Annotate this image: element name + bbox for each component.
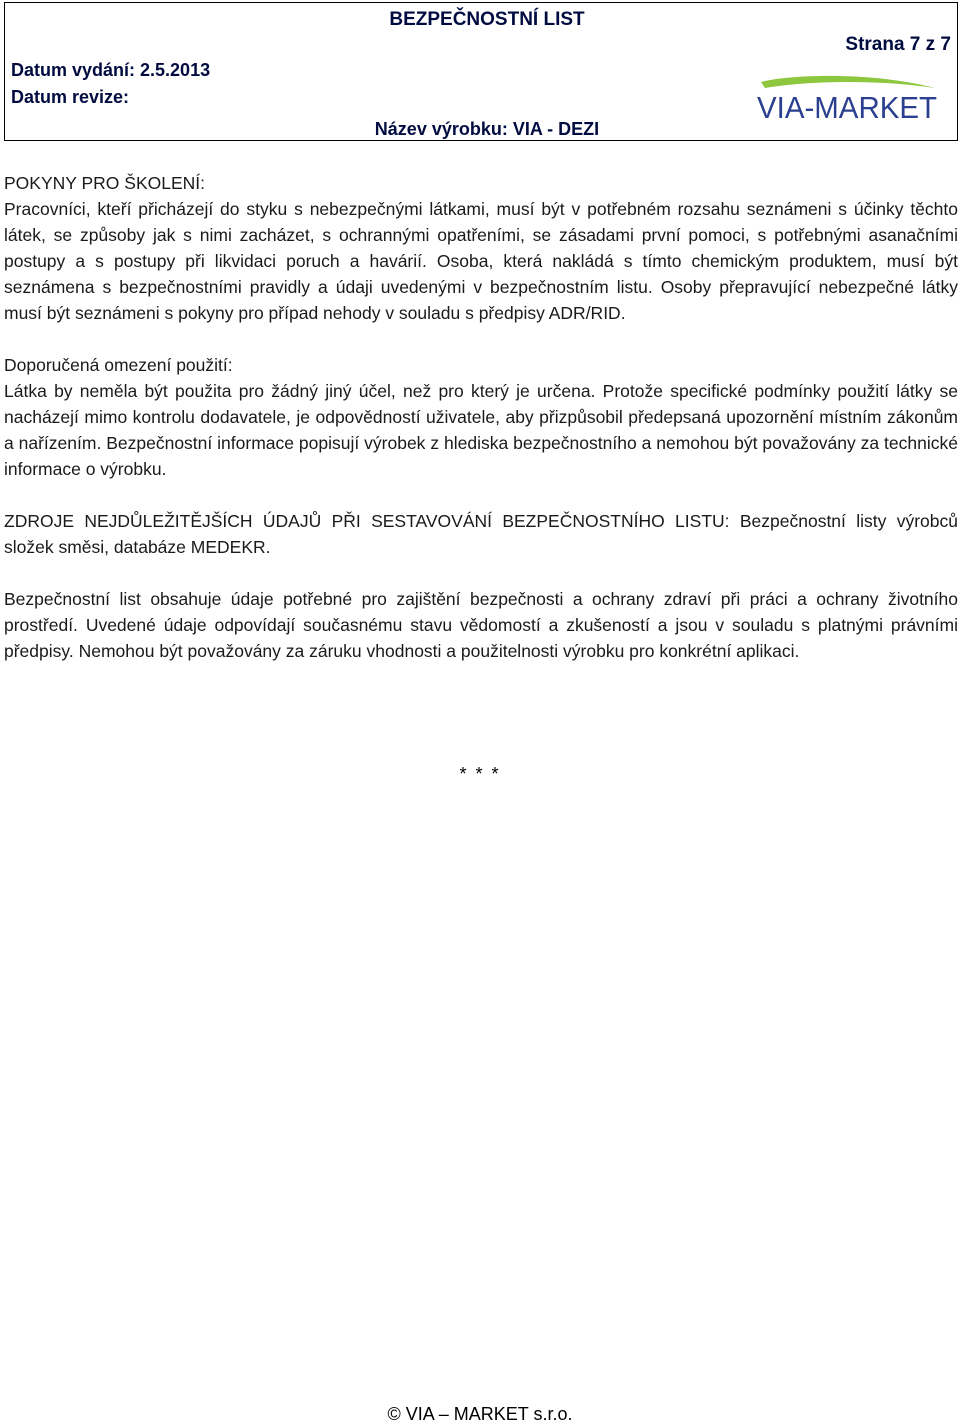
via-market-logo [753,74,943,124]
footer-copyright: © VIA – MARKET s.r.o. [387,1404,573,1424]
page-number: Strana 7 z 7 [845,34,951,55]
training-text: Pracovníci, kteří přicházejí do styku s nebezpečnými látkami, musí být v potřebném rozsahu seznámeni s účinky těchto látek, se způsoby jak s nimi zacházet, s ochrannými opatřeními, se zásadami první pomoci, s potřebnými asanačními postupy a s postupy při likvidaci poruch a havárií. Osoba, která nakládá s tímto chemickým produktem, musí být seznámena s bezpečnostními pravidly a údaji uvedenými v bezpečnostním listu. Osoby přepravující nebezpečné látky musí být seznámeni s pokyny pro případ nehody v souladu s předpisy ADR/RID. [4,199,958,323]
logo-text: VIA-MARKET [757,90,938,124]
end-marker: * * * [459,764,501,784]
revision-date: Datum revize: [11,87,130,107]
issue-date: Datum vydání: 2.5.2013 [11,60,211,80]
restrictions-text: Látka by neměla být použita pro žádný jiný účel, než pro který je určena. Protože specifické podmínky použití látky se nacházejí mimo kontrolu dodavatele, je odpovědností uživatele, aby přizpůsobil předepsaná upozornění místním zákonům a nařízením. Bezpečnostní informace popisují výrobek z hlediska bezpečnostního a nemohou být považovány za technické informace o výrobku. [4,381,958,479]
logo-swoosh [761,76,935,88]
document-title: BEZPEČNOSTNÍ LIST [389,9,585,30]
restrictions-heading: Doporučená omezení použití: [4,355,233,375]
disclaimer-text: Bezpečnostní list obsahuje údaje potřebné pro zajištění bezpečnosti a ochrany zdraví při práci a ochrany životního prostředí. Uvedené údaje odpovídají současnému stavu vědomostí a zkušeností a jsou v souladu s platnými právními předpisy. Nemohou být považovány za záruku vhodnosti a použitelnosti výrobku pro konkrétní aplikaci. [4,589,958,661]
document-body [4,170,958,664]
product-name: Název výrobku: VIA - DEZI [374,119,600,139]
training-heading: POKYNY PRO ŠKOLENÍ: [4,173,205,193]
sources-text: ZDROJE NEJDŮLEŽITĚJŠÍCH ÚDAJŮ PŘI SESTAVOVÁNÍ BEZPEČNOSTNÍHO LISTU: Bezpečnostní listy výrobců složek směsi, databáze MEDEKR. [4,511,958,557]
